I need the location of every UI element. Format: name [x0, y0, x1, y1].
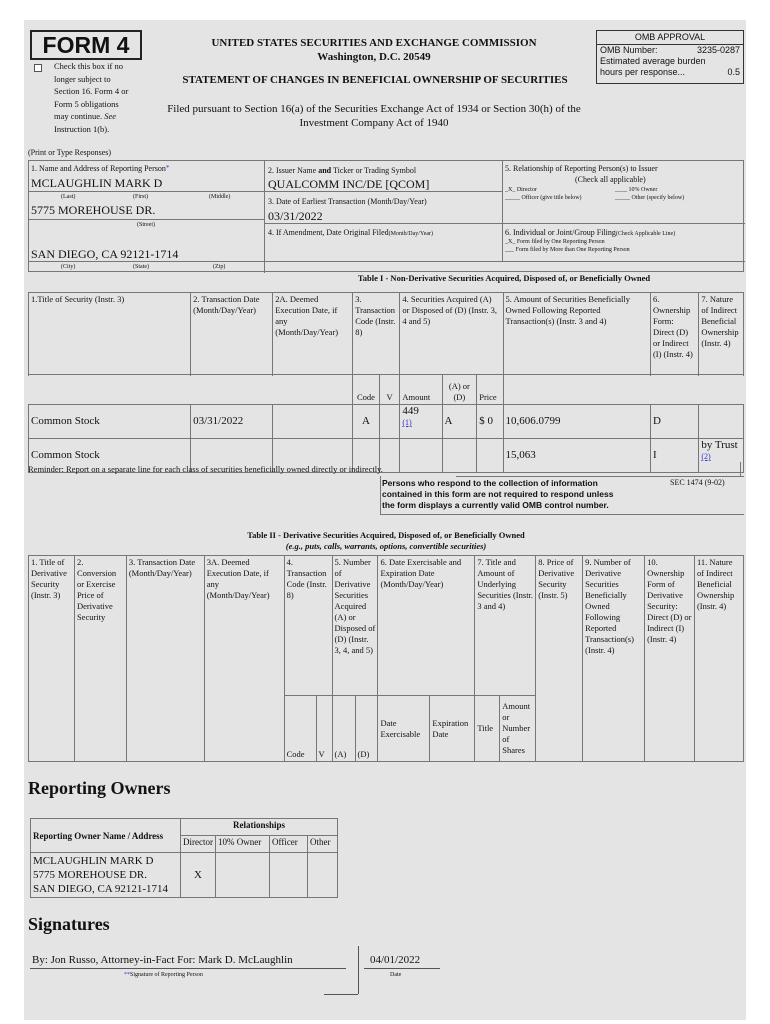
t1-header-title: 1.Title of Security (Instr. 3) — [29, 293, 191, 375]
table-row: Common Stock 03/31/2022 A 449 (1) A $ 0 10,606.0799 D — [29, 405, 744, 439]
box-reporting-person: 1. Name and Address of Reporting Person* MCLAUGHLIN MARK D (Last) (First) (Middle) 5775 MOREHOUSE DR. (Street) SAN DIEGO, CA 92121-1714 (City) (State) (Zip) — [29, 161, 265, 273]
t2-sub-exercisable: Date Exercisable — [378, 696, 430, 762]
reporting-person-city: SAN DIEGO, CA 92121-1714 — [31, 247, 179, 261]
t2-sub-d: (D) — [355, 696, 378, 762]
table-row: Common Stock 15,063 I by Trust (2) — [29, 439, 744, 473]
ro-header-officer: Officer — [269, 836, 307, 853]
t2-header-number: 5. Number of Derivative Securities Acquired (A) or Disposed of (D) (Instr. 3, 4, and 5) — [332, 556, 378, 696]
t1-header-date: 2. Transaction Date (Month/Day/Year) — [191, 293, 273, 375]
ro-header-director: Director — [181, 836, 216, 853]
footnote-link[interactable]: (1) — [402, 418, 412, 427]
statement-title: STATEMENT OF CHANGES IN BENEFICIAL OWNERSHIP OF SECURITIES — [182, 74, 568, 86]
form-page — [24, 20, 746, 1020]
table2-title: Table II - Derivative Securities Acquired, Disposed of, or Beneficially Owned (e.g., puts, calls, warrants, options, convertible securities) — [247, 530, 525, 551]
t2-header-title: 1. Title of Derivative Security (Instr. 3) — [29, 556, 75, 762]
signatures-heading: Signatures — [28, 914, 110, 934]
date-label: Date — [390, 972, 402, 978]
ro-header-relationships: Relationships — [181, 819, 338, 836]
table1-title: Table I - Non-Derivative Securities Acquired, Disposed of, or Beneficially Owned — [357, 273, 651, 283]
print-or-type: (Print or Type Responses) — [28, 148, 112, 157]
earliest-transaction-date: 03/31/2022 — [268, 209, 323, 223]
filed-pursuant: Filed pursuant to Section 16(a) of the Securities Exchange Act of 1934 or Section 30(h) of the Investment Company Act of 1940 — [167, 103, 581, 129]
t2-header-price: 8. Price of Derivative Security (Instr. 5) — [536, 556, 583, 762]
table-row: MCLAUGHLIN MARK D 5775 MOREHOUSE DR. SAN DIEGO, CA 92121-1714 X — [31, 853, 338, 898]
form-title: FORM 4 — [30, 30, 142, 60]
t1-sub-code: Code — [353, 375, 379, 405]
issuer-name: QUALCOMM INC/DE [QCOM] — [268, 177, 430, 191]
t1-header-ownership: 6. Ownership Form: Direct (D) or Indirect (I) (Instr. 4) — [650, 293, 698, 375]
footnote-link[interactable]: (2) — [701, 452, 711, 461]
ro-header-name: Reporting Owner Name / Address — [31, 819, 181, 853]
reporting-person-name: MCLAUGHLIN MARK D — [31, 176, 163, 190]
signer: By: Jon Russo, Attorney-in-Fact For: Mark D. McLaughlin — [32, 954, 293, 966]
signature-label: **Signature of Reporting Person — [124, 972, 203, 978]
signature-date: 04/01/2022 — [370, 954, 421, 966]
t1-header-securities: 4. Securities Acquired (A) or Disposed of (D) (Instr. 3, 4 and 5) — [400, 293, 503, 375]
t1-sub-v: V — [379, 375, 400, 405]
t2-sub-v: V — [316, 696, 332, 762]
t1-sub-amount: Amount — [400, 375, 442, 405]
t2-header-underlying: 7. Title and Amount of Underlying Securities (Instr. 3 and 4) — [475, 556, 536, 696]
reporting-person-street: 5775 MOREHOUSE DR. — [31, 203, 156, 217]
agency-block: UNITED STATES SECURITIES AND EXCHANGE COMMISSION Washington, D.C. 20549 — [211, 37, 537, 63]
t2-header-conversion: 2. Conversion or Exercise Price of Derivative Security — [74, 556, 126, 762]
reminder: Reminder: Report on a separate line for each class of securities beneficially owned directly or indirectly. — [28, 464, 383, 474]
no-longer-subject-checkbox[interactable] — [34, 64, 42, 72]
sec-code: SEC 1474 (9-02) — [670, 478, 725, 487]
non-derivative-table — [28, 292, 744, 473]
t2-header-code: 4. Transaction Code (Instr. 8) — [284, 556, 332, 696]
reporting-owners-table — [30, 818, 338, 898]
reporting-owners-heading: Reporting Owners — [28, 778, 171, 798]
t1-header-amount-owned: 5. Amount of Securities Beneficially Owned Following Reported Transaction(s) (Instr. 3 and 4) — [503, 293, 650, 375]
omb-approval-box: OMB APPROVAL OMB Number: 3235-0287 Estimated average burden hours per response... 0.5 — [596, 30, 744, 84]
t2-header-nature: 11. Nature of Indirect Beneficial Ownership (Instr. 4) — [694, 556, 743, 762]
ro-header-other: Other — [307, 836, 337, 853]
t2-header-exercisable: 6. Date Exercisable and Expiration Date (Month/Day/Year) — [378, 556, 475, 696]
t1-header-code: 3. Transaction Code (Instr. 8) — [353, 293, 400, 375]
derivative-table — [28, 555, 744, 762]
t2-header-number-owned: 9. Number of Derivative Securities Beneficially Owned Following Reported Transaction(s) (Instr. 4) — [583, 556, 645, 762]
t2-header-date: 3. Transaction Date (Month/Day/Year) — [126, 556, 204, 762]
t2-sub-code: Code — [284, 696, 316, 762]
t2-sub-expiration: Expiration Date — [430, 696, 475, 762]
persons-notice: Persons who respond to the collection of information contained in this form are not required to respond unless the form displays a currently valid OMB control number. — [382, 478, 614, 510]
director-mark: X — [181, 853, 216, 898]
t1-header-nature: 7. Nature of Indirect Beneficial Ownership (Instr. 4) — [699, 293, 744, 375]
t1-header-deemed: 2A. Deemed Execution Date, if any (Month/Day/Year) — [273, 293, 353, 375]
t2-sub-amount: Amount or Number of Shares — [500, 696, 536, 762]
t1-sub-aord: (A) or (D) — [442, 375, 477, 405]
t1-sub-price: Price — [477, 375, 503, 405]
t2-sub-a: (A) — [332, 696, 355, 762]
box-relationship: 5. Relationship of Reporting Person(s) to Issuer (Check all applicable) _X_ Director ____ 10% Owner _____ Officer (give title below) _____ Other (specify below) 6. Individual or Joint/Group Filing(Check Applicable Line) _X_ Form filed by One Reporting Person ___ Form filed by More than One Reporting Person — [503, 161, 745, 261]
checkbox-instructions: Check this box if no longer subject to Section 16. Form 4 or Form 5 obligations may continue. See Instruction 1(b). — [54, 61, 129, 134]
t2-header-deemed: 3A. Deemed Execution Date, if any (Month/Day/Year) — [204, 556, 284, 762]
t2-sub-title: Title — [475, 696, 500, 762]
t2-header-ownership: 10. Ownership Form of Derivative Security: Direct (D) or Indirect (I) (Instr. 4) — [645, 556, 695, 762]
ro-header-owner: 10% Owner — [215, 836, 269, 853]
reporting-boxes — [28, 160, 744, 272]
box-issuer: 2. Issuer Name and Ticker or Trading Symbol QUALCOMM INC/DE [QCOM] 3. Date of Earliest Transaction (Month/Day/Year) 03/31/2022 4. If Amendment, Date Original Filed(Month/Day/Year) — [265, 161, 503, 261]
